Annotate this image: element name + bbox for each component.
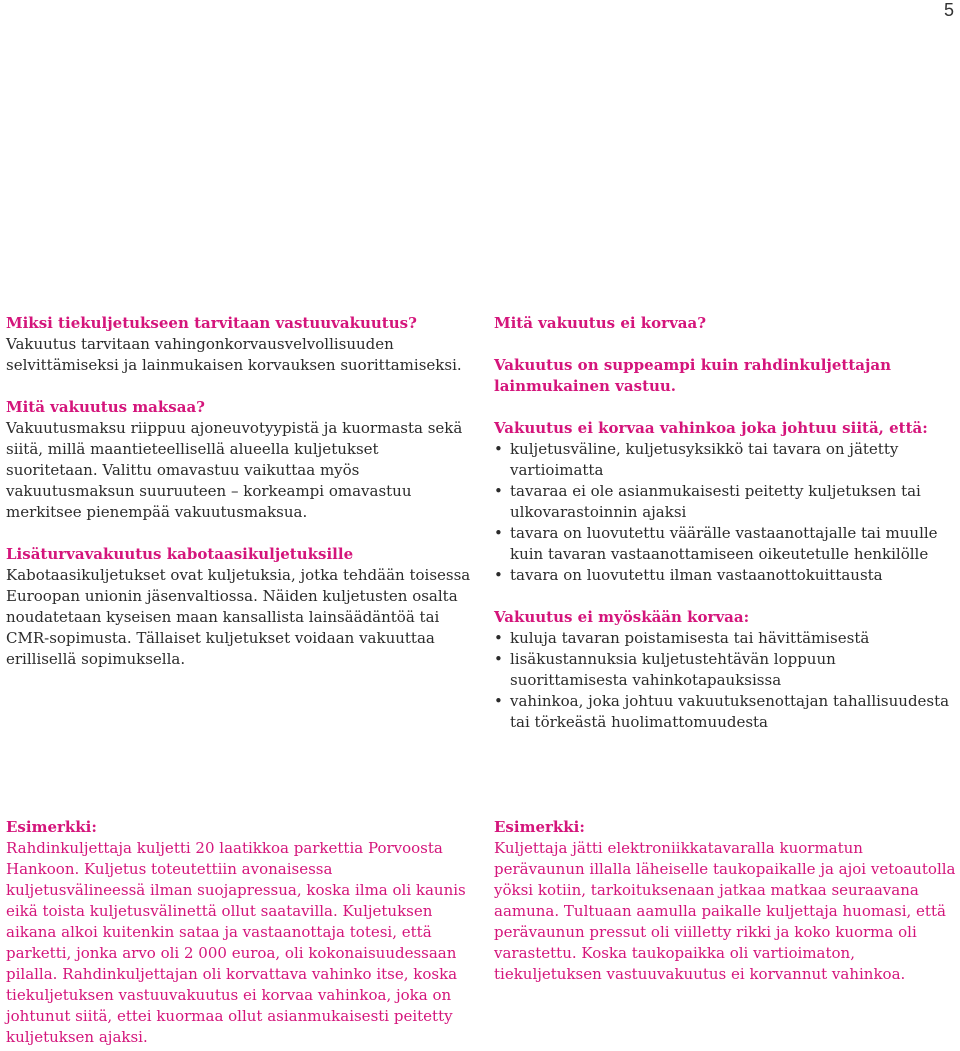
subheading-scope: Vakuutus on suppeampi kuin rahdinkuljettajan lainmukainen vastuu. — [494, 356, 892, 395]
example-heading: Esimerkki: — [6, 818, 97, 836]
section-cabotage — [6, 544, 471, 670]
example-heading: Esimerkki: — [494, 818, 585, 836]
exclusion-list-2 — [494, 628, 956, 733]
section-heading: Miksi tiekuljetukseen tarvitaan vastuuvakuutus? — [6, 314, 417, 332]
left-column — [6, 313, 471, 691]
page-number: 5 — [943, 0, 954, 20]
list-item: • vahinkoa, joka johtuu vakuutuksenottajan tahallisuudesta tai törkeästä huolimattomuudesta — [494, 691, 956, 733]
list-item: • tavara on luovutettu ilman vastaanottokuittausta — [494, 565, 956, 586]
section-heading: Mitä vakuutus ei korvaa? — [494, 314, 707, 332]
list-item: • tavaraa ei ole asianmukaisesti peitetty kuljetuksen tai ulkovarastoinnin ajaksi — [494, 481, 956, 523]
section-text: Kabotaasikuljetukset ovat kuljetuksia, jotka tehdään toisessa Euroopan unionin jäsenvaltiossa. Näiden kuljetusten osalta noudatetaan kyseisen maan kansallista lainsäädäntöä tai CMR-sopimusta. Tällaiset kuljetukset voidaan vakuuttaa erillisellä sopimuksella. — [6, 566, 471, 668]
list-item: • lisäkustannuksia kuljetustehtävän loppuun suorittamisesta vahinkotapauksissa — [494, 649, 956, 691]
section-heading: Mitä vakuutus maksaa? — [6, 398, 205, 416]
section-text: Vakuutusmaksu riippuu ajoneuvotyypistä ja kuormasta sekä siitä, millä maantieteellisellä alueella kuljetukset suoritetaan. Valittu omavastuu vaikuttaa myös vakuutusmaksun suuruuteen – korkeampi omavastuu merkitsee pienempää vakuutusmaksua. — [6, 419, 463, 521]
section-heading: Lisäturvavakuutus kabotaasikuljetuksille — [6, 545, 354, 563]
section-why-insurance — [6, 313, 471, 376]
subheading-also-not-covered: Vakuutus ei myöskään korvaa: — [494, 608, 750, 626]
exclusion-list — [494, 439, 956, 586]
example-left — [6, 817, 471, 1048]
section-text: Vakuutus tarvitaan vahingonkorvausvelvollisuuden selvittämiseksi ja lainmukaisen korvauksen suorittamiseksi. — [6, 335, 462, 374]
example-text: Kuljettaja jätti elektroniikkatavaralla kuormatun perävaunun illalla läheiselle taukopaikalle ja ajoi vetoautolla yöksi kotiin, tarkoituksenaan jatkaa matkaa seuraavana aamuna. Tultuaan aamulla paikalle kuljettaja huomasi, että perävaunun pressut oli viilletty rikki ja koko kuorma oli varastettu. Koska taukopaikka oli vartioimaton, tiekuljetuksen vastuuvakuutus ei korvannut vahinkoa. — [494, 839, 956, 983]
list-item: • kuljetusväline, kuljetusyksikkö tai tavara on jätetty vartioimatta — [494, 439, 956, 481]
list-item: • tavara on luovutettu väärälle vastaanottajalle tai muulle kuin tavaran vastaanottamiseen oikeutetulle henkilölle — [494, 523, 956, 565]
example-right — [494, 817, 956, 985]
section-cost — [6, 397, 471, 523]
right-column — [494, 313, 956, 733]
example-text: Rahdinkuljettaja kuljetti 20 laatikkoa parkettia Porvoosta Hankoon. Kuljetus toteutettiin avonaisessa kuljetusvälineessä ilman suojapressua, koska ilma oli kaunis eikä toista kuljetusvälinettä ollut saatavilla. Kuljetuksen aikana alkoi kuitenkin sataa ja vastaanottaja totesi, että parketti, jonka arvo oli 2 000 euroa, oli kokonaisuudessaan pilalla. Rahdinkuljettajan oli korvattava vahinko itse, koska tiekuljetuksen vastuuvakuutus ei korvaa vahinkoa, joka on johtunut siitä, ettei kuormaa ollut asianmukaisesti peitetty kuljetuksen ajaksi. — [6, 839, 466, 1046]
list-item: • kuluja tavaran poistamisesta tai hävittämisestä — [494, 628, 956, 649]
subheading-not-covered: Vakuutus ei korvaa vahinkoa joka johtuu siitä, että: — [494, 419, 928, 437]
